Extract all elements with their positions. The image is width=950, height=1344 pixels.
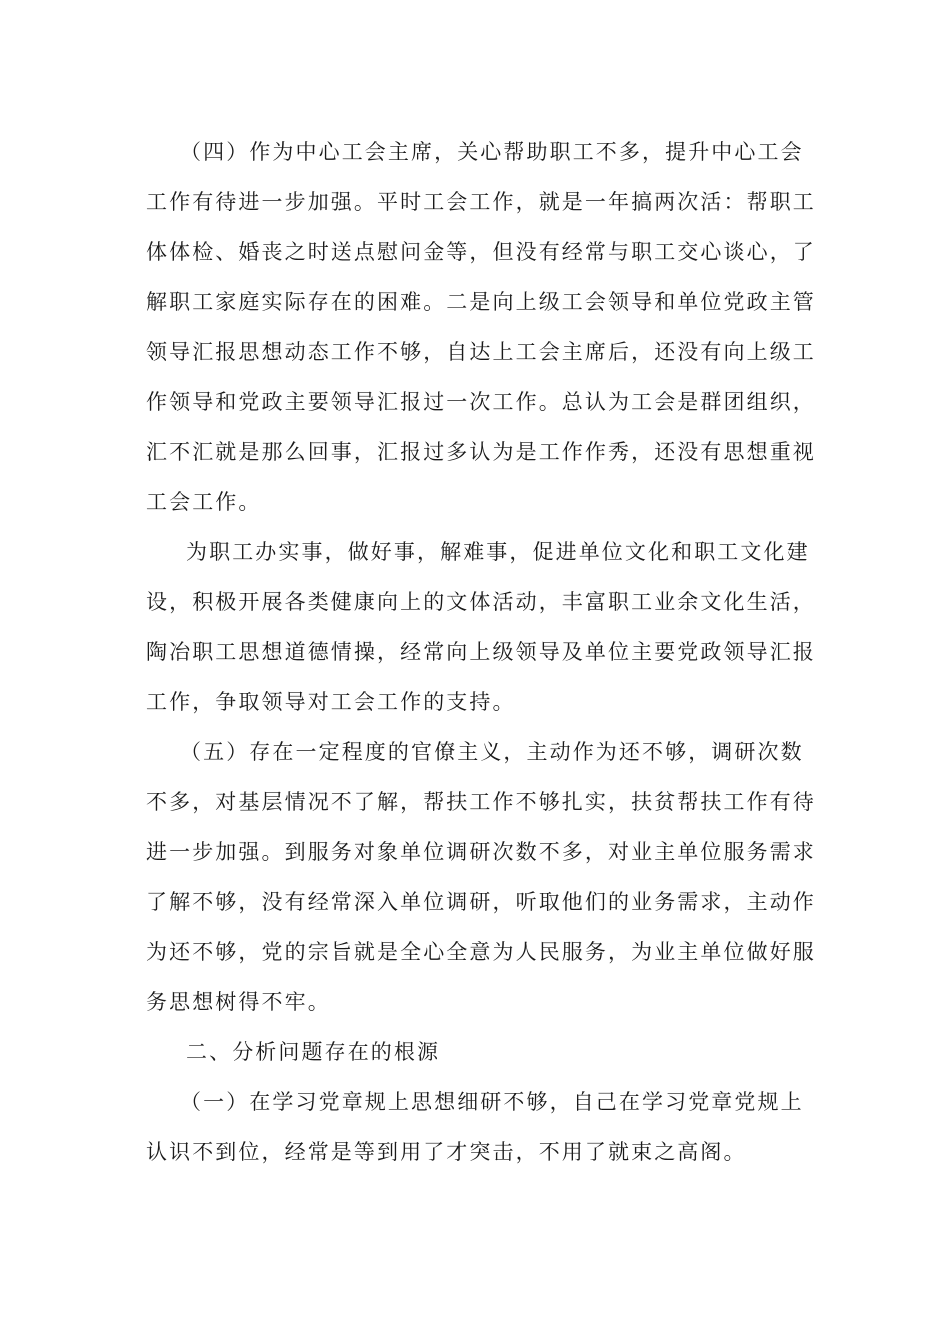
paragraph-4-line-1: （四）作为中心工会主席，关心帮助职工不多，提升中心工会 bbox=[180, 140, 804, 164]
paragraph-5-line-3: 进一步加强。到服务对象单位调研次数不多，对业主单位服务需求 bbox=[146, 840, 816, 864]
paragraph-5-line-6: 务思想树得不牢。 bbox=[146, 990, 331, 1014]
paragraph-4-line-3: 体体检、婚丧之时送点慰问金等，但没有经常与职工交心谈心，了 bbox=[146, 240, 816, 264]
paragraph-4-line-7: 汇不汇就是那么回事，汇报过多认为是工作作秀，还没有思想重视 bbox=[146, 440, 816, 464]
section-heading-2: 二、分析问题存在的根源 bbox=[186, 1040, 441, 1064]
paragraph-2-1-line-1: （一）在学习党章规上思想细研不够，自己在学习党章党规上 bbox=[180, 1090, 804, 1114]
paragraph-5-line-1: （五）存在一定程度的官僚主义，主动作为还不够，调研次数 bbox=[180, 740, 804, 764]
paragraph-measures-line-1: 为职工办实事，做好事，解难事，促进单位文化和职工文化建 bbox=[186, 540, 810, 564]
paragraph-2-1-line-2: 认识不到位，经常是等到用了才突击，不用了就束之高阁。 bbox=[146, 1140, 747, 1164]
paragraph-measures-line-4: 工作，争取领导对工会工作的支持。 bbox=[146, 690, 516, 714]
paragraph-5-line-2: 不多，对基层情况不了解，帮扶工作不够扎实，扶贫帮扶工作有待 bbox=[146, 790, 816, 814]
paragraph-4-line-6: 作领导和党政主要领导汇报过一次工作。总认为工会是群团组织， bbox=[146, 390, 816, 414]
paragraph-5-line-5: 为还不够，党的宗旨就是全心全意为人民服务，为业主单位做好服 bbox=[146, 940, 816, 964]
paragraph-5-line-4: 了解不够，没有经常深入单位调研，听取他们的业务需求，主动作 bbox=[146, 890, 816, 914]
paragraph-4-line-4: 解职工家庭实际存在的困难。二是向上级工会领导和单位党政主管 bbox=[146, 290, 816, 314]
paragraph-measures-line-2: 设，积极开展各类健康向上的文体活动，丰富职工业余文化生活， bbox=[146, 590, 816, 614]
paragraph-4-line-5: 领导汇报思想动态工作不够，自达上工会主席后，还没有向上级工 bbox=[146, 340, 816, 364]
paragraph-measures-line-3: 陶冶职工思想道德情操，经常向上级领导及单位主要党政领导汇报 bbox=[146, 640, 816, 664]
paragraph-4-line-2: 工作有待进一步加强。平时工会工作，就是一年搞两次活：帮职工 bbox=[146, 190, 816, 214]
paragraph-4-line-8: 工会工作。 bbox=[146, 490, 262, 514]
